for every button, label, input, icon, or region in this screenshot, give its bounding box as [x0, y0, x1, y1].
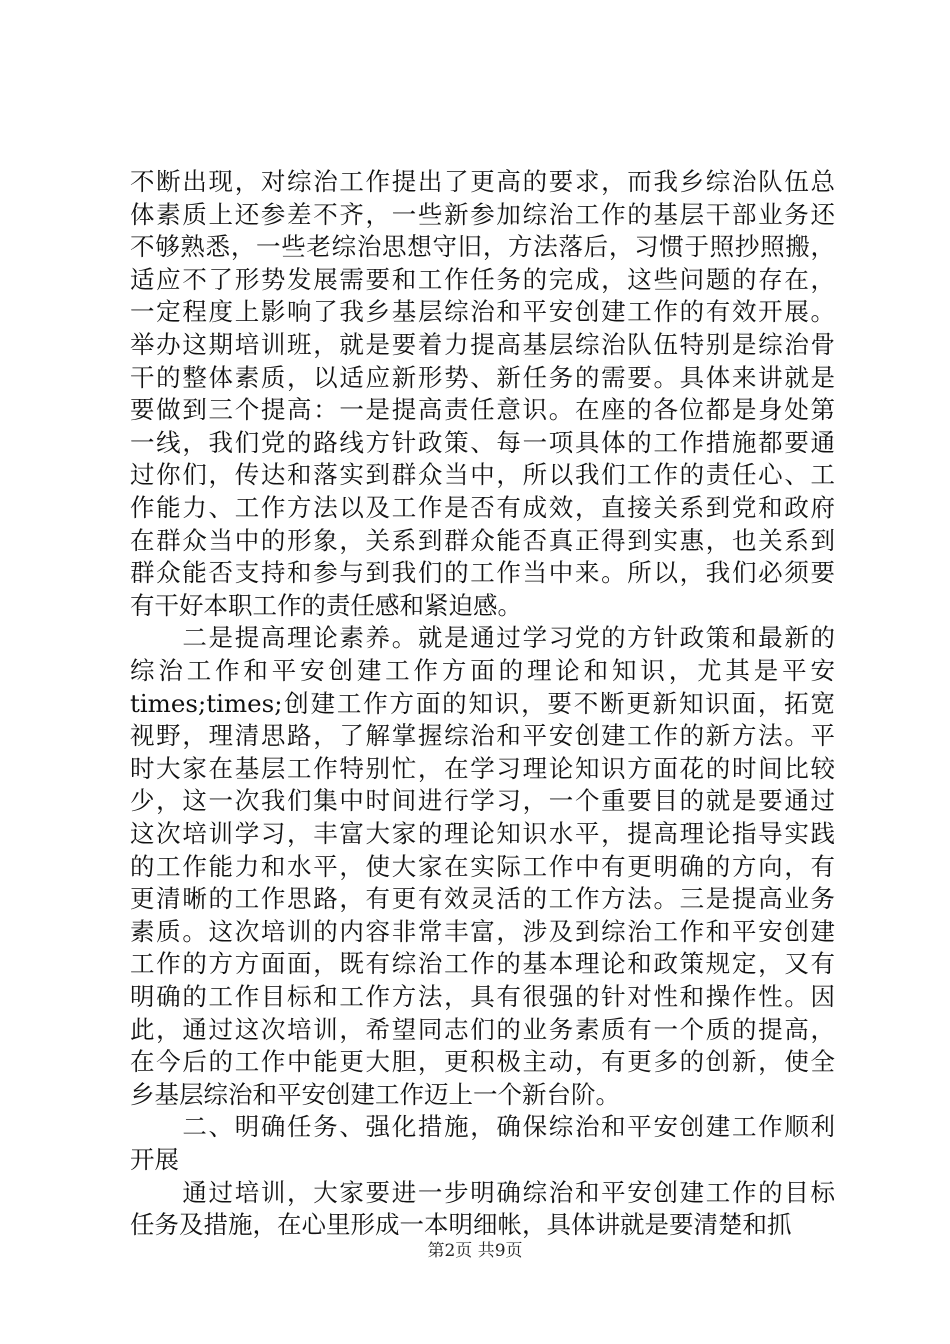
page-footer: 第2页 共9页: [427, 1241, 523, 1261]
text-line: 乡基层综治和平安创建工作迈上一个新台阶。: [130, 1079, 620, 1109]
text-line: 综治工作和平安创建工作方面的理论和知识，尤其是平安: [130, 656, 835, 685]
text-line: 举办这期培训班，就是要着力提高基层综治队伍特别是综治骨: [130, 330, 835, 359]
text-line: 这次培训学习，丰富大家的理论知识水平，提高理论指导实践: [130, 819, 835, 848]
text-line: 要做到三个提高：一是提高责任意识。在座的各位都是身处第: [130, 395, 835, 425]
text-line: 适应不了形势发展需要和工作任务的完成，这些问题的存在，: [130, 264, 835, 294]
text-line: 体素质上还参差不齐，一些新参加综治工作的基层干部业务还: [130, 199, 835, 229]
text-line: 一线，我们党的路线方针政策、每一项具体的工作措施都要通: [130, 427, 835, 457]
text-line: 开展: [130, 1145, 179, 1174]
text-line: 作能力、工作方法以及工作是否有成效，直接关系到党和政府: [130, 493, 835, 522]
text-line: 过你们，传达和落实到群众当中，所以我们工作的责任心、工: [130, 460, 835, 490]
text-line: 在群众当中的形象，关系到群众能否真正得到实惠，也关系到: [130, 525, 835, 555]
text-line: 有干好本职工作的责任感和紧迫感。: [130, 590, 522, 620]
text-line: 工作的方方面面，既有综治工作的基本理论和政策规定，又有: [130, 949, 835, 979]
text-line: 更清晰的工作思路，有更有效灵活的工作方法。三是提高业务: [130, 884, 835, 914]
text-line: 素质。这次培训的内容非常丰富，涉及到综治工作和平安创建: [130, 916, 835, 946]
text-line: 通过培训，大家要进一步明确综治和平安创建工作的目标: [130, 1177, 835, 1207]
text-line: 任务及措施，在心里形成一本明细帐，具体讲就是要清楚和抓: [130, 1210, 792, 1240]
text-line: 干的整体素质，以适应新形势、新任务的需要。具体来讲就是: [130, 362, 835, 392]
text-line: 二、明确任务、强化措施，确保综治和平安创建工作顺利: [130, 1112, 835, 1142]
text-line: 在今后的工作中能更大胆，更积极主动，有更多的创新，使全: [130, 1047, 835, 1077]
text-line: 时大家在基层工作特别忙，在学习理论知识方面花的时间比较: [130, 753, 835, 783]
text-line: 此，通过这次培训，希望同志们的业务素质有一个质的提高，: [130, 1014, 835, 1044]
text-line: 不断出现，对综治工作提出了更高的要求，而我乡综治队伍总: [130, 167, 835, 196]
text-line: 一定程度上影响了我乡基层综治和平安创建工作的有效开展。: [130, 297, 835, 327]
text-line: 少，这一次我们集中时间进行学习，一个重要目的就是要通过: [130, 786, 835, 816]
text-line: 不够熟悉，一些老综治思想守旧，方法落后，习惯于照抄照搬，: [130, 232, 835, 262]
text-line: 的工作能力和水平，使大家在实际工作中有更明确的方向，有: [130, 851, 835, 881]
text-line: 群众能否支持和参与到我们的工作当中来。所以，我们必须要: [130, 558, 835, 588]
text-line: 视野，理清思路，了解掌握综治和平安创建工作的新方法。平: [130, 721, 835, 751]
text-line: times;times;创建工作方面的知识，要不断更新知识面，拓宽: [130, 688, 835, 718]
text-line: 二是提高理论素养。就是通过学习党的方针政策和最新的: [130, 623, 835, 653]
text-line: 明确的工作目标和工作方法，具有很强的针对性和操作性。因: [130, 982, 835, 1011]
